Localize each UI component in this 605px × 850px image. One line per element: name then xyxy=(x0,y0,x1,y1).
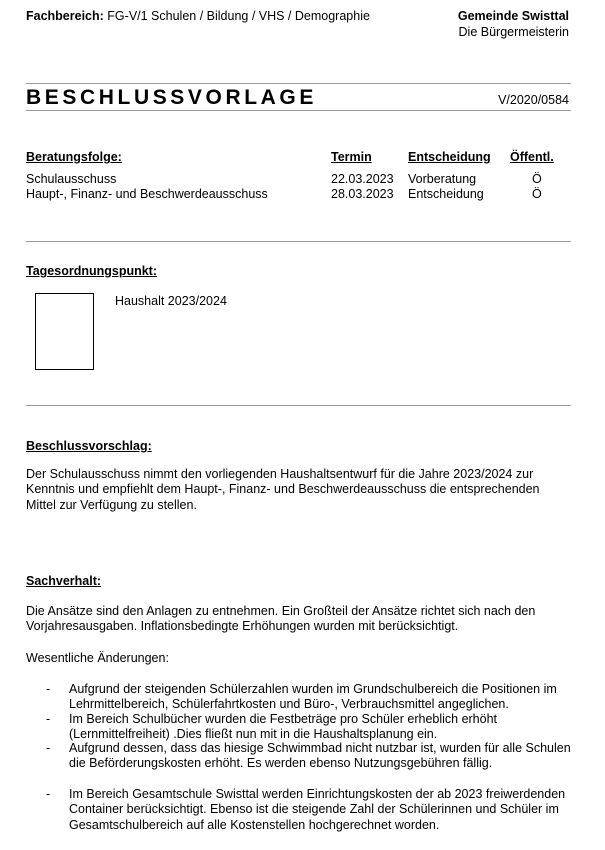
list-item-text: Im Bereich Schulbücher wurden die Festbeträge pro Schüler erheblich erhöht (Lernmittelfreiheit) .Dies fließt nun mit in die Haushaltsplanung ein. xyxy=(69,712,498,742)
department-value: FG-V/1 Schulen / Bildung / VHS / Demographie xyxy=(107,9,370,23)
list-item-text: Im Bereich Gesamtschule Swisttal werden Einrichtungskosten der ab 2023 freiwerdenden Container berücksichtigt. Ebenso ist die steigende Zahl der Schülerinnen und Schüler im Gesamtschulbereich auf alle Kostenstellen hochgerechnet worden. xyxy=(69,787,566,832)
date-column-header: Termin xyxy=(331,150,372,164)
public-column-header: Öffentl. xyxy=(510,150,554,164)
table-row xyxy=(26,172,571,188)
committee-name: Schulausschuss xyxy=(26,172,117,186)
department-line xyxy=(26,9,370,23)
bullet-marker: - xyxy=(46,741,51,755)
beschlussvorschlag-heading: Beschlussvorschlag: xyxy=(26,439,152,453)
bullet-marker: - xyxy=(46,682,51,696)
section-divider xyxy=(26,405,571,406)
beratungsfolge-header-row xyxy=(26,150,571,166)
decision-type: Entscheidung xyxy=(408,187,484,201)
changes-label: Wesentliche Änderungen: xyxy=(26,651,169,665)
section-divider xyxy=(26,241,571,242)
list-item-text: Aufgrund dessen, dass das hiesige Schwimmbad nicht nutzbar ist, wurden für alle Schulen die Beförderungskosten erhöht. Es werden ebenso Nutzungsgebühren fällig. xyxy=(69,741,571,771)
bullet-marker: - xyxy=(46,712,51,726)
authority-name: Die Bürgermeisterin xyxy=(458,25,569,39)
meeting-date: 22.03.2023 xyxy=(331,172,394,186)
meeting-date: 28.03.2023 xyxy=(331,187,394,201)
agenda-item-title: Haushalt 2023/2024 xyxy=(115,294,227,308)
public-flag: Ö xyxy=(532,172,542,186)
title-bottom-rule xyxy=(26,110,571,111)
municipality-name: Gemeinde Swisttal xyxy=(457,9,569,23)
list-item-text: Aufgrund der steigenden Schülerzahlen wurden im Grundschulbereich die Positionen im Lehrmittelbereich, Schülerfahrtkosten und Büro-, Verbrauchsmittel angeglichen. xyxy=(69,682,557,712)
title-top-rule xyxy=(26,83,571,84)
document-title: BESCHLUSSVORLAGE xyxy=(26,86,317,109)
bullet-marker: - xyxy=(46,787,51,801)
tagesordnungspunkt-heading: Tagesordnungspunkt: xyxy=(26,264,158,278)
decision-type: Vorberatung xyxy=(408,172,477,186)
document-number: V/2020/0584 xyxy=(498,93,569,107)
agenda-number-box xyxy=(35,293,94,370)
beschlussvorschlag-text: Der Schulausschuss nimmt den vorliegenden Haushaltsentwurf für die Jahre 2023/2024 zur Kenntnis und empfiehlt dem Haupt-, Finanz- und Beschwerdeausschuss die entsprechenden Mittel zur Verfügung zu stellen. xyxy=(26,467,540,512)
sachverhalt-intro: Die Ansätze sind den Anlagen zu entnehmen. Ein Großteil der Ansätze richtet sich nach den Vorjahresausgaben. Inflationsbedingte Erhöhungen wurden mit berücksichtigt. xyxy=(26,604,536,634)
decision-column-header: Entscheidung xyxy=(408,150,491,164)
public-flag: Ö xyxy=(532,187,542,201)
department-label: Fachbereich: xyxy=(26,9,104,23)
sachverhalt-heading: Sachverhalt: xyxy=(26,574,102,588)
committee-name: Haupt-, Finanz- und Beschwerdeausschuss xyxy=(26,187,268,201)
beratungsfolge-heading: Beratungsfolge: xyxy=(26,150,122,164)
table-row xyxy=(26,187,571,203)
